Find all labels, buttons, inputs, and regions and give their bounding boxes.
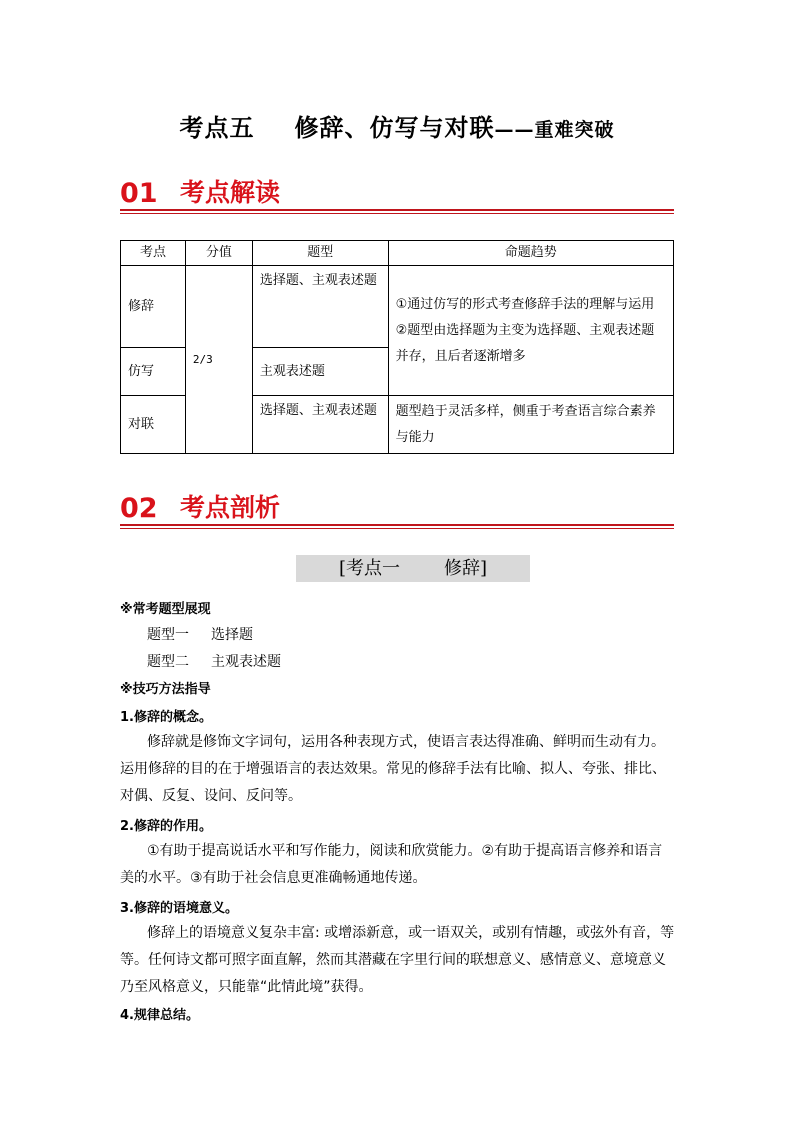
subheading-summary: 4.规律总结。 <box>120 1008 199 1023</box>
table-header-cell: 命题趋势 <box>388 241 673 266</box>
divider <box>120 209 674 211</box>
paragraph-concept: 修辞就是修饰文字词句，运用各种表现方式，使语言表达得准确、鲜明而生动有力。运用修辞的目的在于增强语言的表达效果。常见的修辞手法有比喻、拟人、夸张、排比、对偶、反复、设问、反问等。 <box>120 734 666 804</box>
exam-point-table <box>120 240 674 454</box>
banner-right: 修辞] <box>444 558 488 579</box>
table-cell-point: 修辞 <box>121 266 186 348</box>
trend-text: ①通过仿写的形式考查修辞手法的理解与运用 <box>395 296 655 312</box>
divider <box>120 524 674 526</box>
table-cell-type: 选择题、主观表述题 <box>252 396 388 454</box>
section-number: 02 <box>120 493 158 524</box>
type-label: 题型一 <box>147 627 189 643</box>
exam-point-banner <box>296 555 530 582</box>
table-cell-trend: 题型趋于灵活多样，侧重于考查语言综合素养与能力 <box>388 396 673 454</box>
type-item <box>147 624 253 644</box>
table-cell-type: 主观表述题 <box>252 348 388 396</box>
title-main: 考点五 <box>179 114 255 142</box>
paragraph-function: ①有助于提高说话水平和写作能力，阅读和欣赏能力。②有助于提高语言修养和语言美的水平。③有助于社会信息更准确畅通地传递。 <box>120 843 663 886</box>
page-title <box>0 108 794 143</box>
table-header-row <box>121 241 674 266</box>
table-cell-trend <box>388 266 673 396</box>
title-suffix: ——重难突破 <box>494 119 615 141</box>
subheading-context: 3.修辞的语境意义。 <box>120 901 238 916</box>
banner-left: [考点一 <box>338 558 400 579</box>
table-row <box>121 266 674 348</box>
type-label: 题型二 <box>147 654 189 670</box>
paragraph-context: 修辞上的语境意义复杂丰富: 或增添新意，或一语双关，或别有情趣，或弦外有音，等等。任何诗文都可照字面直解，然而其潜藏在字里行间的联想意义、感情意义、意境意义乃至风格意义，只能靠“此情此境”获得。 <box>120 925 675 995</box>
section-label: 考点剖析 <box>180 493 281 522</box>
trend-text: ②题型由选择题为主变为选择题、主观表述题并存，且后者逐渐增多 <box>395 322 655 364</box>
type-item <box>147 651 281 671</box>
table-cell-point: 仿写 <box>121 348 186 396</box>
section-header-interpretation <box>120 177 674 213</box>
type-value: 主观表述题 <box>211 654 281 670</box>
table-cell-score: 2/3 <box>185 266 252 454</box>
heading-skills: ※技巧方法指导 <box>120 682 211 697</box>
subheading-concept: 1.修辞的概念。 <box>120 710 212 725</box>
section-label: 考点解读 <box>180 178 281 207</box>
title-topic: 修辞、仿写与对联 <box>294 114 495 142</box>
table-header-cell: 题型 <box>252 241 388 266</box>
section-header-analysis <box>120 492 674 528</box>
table-header-cell: 考点 <box>121 241 186 266</box>
table-cell-point: 对联 <box>121 396 186 454</box>
divider <box>120 213 674 214</box>
heading-common-types: ※常考题型展现 <box>120 602 211 617</box>
table-cell-type: 选择题、主观表述题 <box>252 266 388 348</box>
type-value: 选择题 <box>211 627 253 643</box>
subheading-function: 2.修辞的作用。 <box>120 819 212 834</box>
table-header-cell: 分值 <box>185 241 252 266</box>
section-number: 01 <box>120 178 158 209</box>
divider <box>120 528 674 529</box>
